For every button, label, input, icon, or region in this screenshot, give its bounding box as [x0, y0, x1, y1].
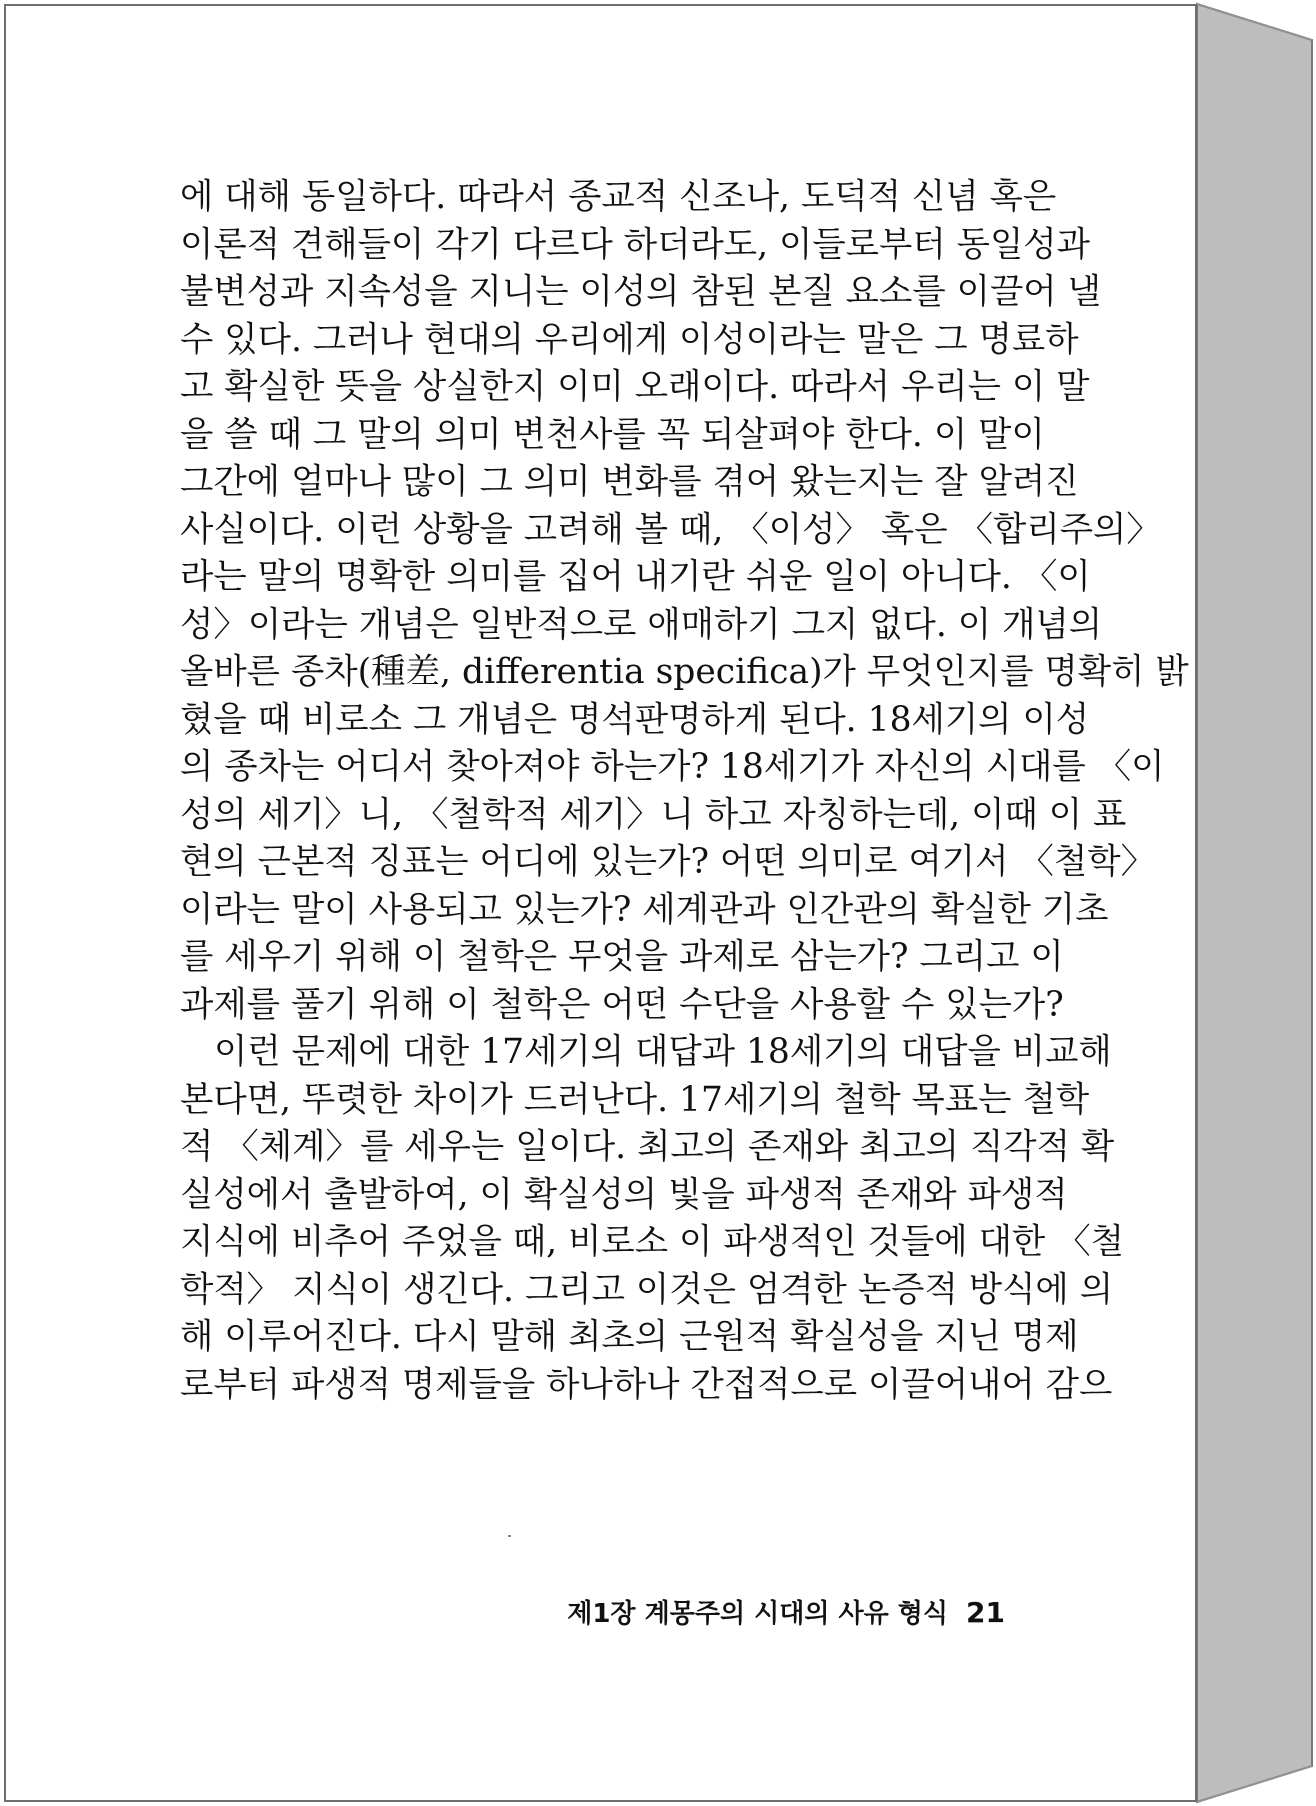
chapter-title: 제1장 계몽주의 시대의 사유 형식	[567, 1599, 949, 1629]
paragraph-start-line: 이런 문제에 대한 17세기의 대답과 18세기의 대답을 비교해	[214, 1032, 1112, 1072]
text-line: 사실이다. 이런 상황을 고려해 볼 때, 〈이성〉 혹은 〈합리주의〉	[180, 509, 1161, 550]
text-line: 에 대해 동일하다. 따라서 종교적 신조나, 도덕적 신념 혹은	[180, 177, 1057, 217]
paragraph-end-line: 과제를 풀기 위해 이 철학은 어떤 수단을 사용할 수 있는가?	[180, 984, 1064, 1025]
text-line: 성〉이라는 개념은 일반적으로 애매하기 그지 없다. 이 개념의	[180, 604, 1103, 645]
text-line: 수 있다. 그러나 현대의 우리에게 이성이라는 말은 그 명료하	[180, 319, 1079, 360]
text-line: 성의 세기〉니, 〈철학적 세기〉니 하고 자칭하는데, 이때 이 표	[180, 794, 1127, 835]
text-line: 을 쓸 때 그 말의 의미 변천사를 꼭 되살펴야 한다. 이 말이	[180, 414, 1045, 455]
text-line: 해 이루어진다. 다시 말해 최초의 근원적 확실성을 지닌 명제	[180, 1317, 1079, 1357]
text-line: 학적〉 지식이 생긴다. 그리고 이것은 엄격한 논증적 방식에 의	[180, 1269, 1114, 1310]
text-line: 현의 근본적 징표는 어디에 있는가? 어떤 의미로 여기서 〈철학〉	[180, 842, 1156, 882]
text-line: 이라는 말이 사용되고 있는가? 세계관과 인간관의 확실한 기초	[180, 889, 1109, 930]
text-line: 불변성과 지속성을 지니는 이성의 참된 본질 요소를 이끌어 낼	[180, 272, 1101, 312]
text-line: 고 확실한 뜻을 상실한지 이미 오래이다. 따라서 우리는 이 말	[180, 367, 1090, 407]
text-line: 본다면, 뚜렷한 차이가 드러난다. 17세기의 철학 목표는 철학	[180, 1079, 1090, 1120]
text-line: 이론적 견해들이 각기 다르다 하더라도, 이들로부터 동일성과	[180, 224, 1090, 265]
running-footer	[400, 1593, 1005, 1630]
text-line: 라는 말의 명확한 의미를 집어 내기란 쉬운 일이 아니다. 〈이	[180, 557, 1091, 597]
page-body-text	[180, 174, 1189, 1409]
text-line: 를 세우기 위해 이 철학은 무엇을 과제로 삼는가? 그리고 이	[180, 937, 1064, 977]
text-line: 혔을 때 비로소 그 개념은 명석판명하게 된다. 18세기의 이성	[180, 699, 1090, 740]
text-line: 실성에서 출발하여, 이 확실성의 빛을 파생적 존재와 파생적	[180, 1174, 1068, 1215]
text-line: 의 종차는 어디서 찾아져야 하는가? 18세기가 자신의 시대를 〈이	[180, 747, 1165, 787]
text-line: 그간에 얼마나 많이 그 의미 변화를 겪어 왔는지는 잘 알려진	[180, 462, 1079, 502]
text-line: 적 〈체계〉를 세우는 일이다. 최고의 존재와 최고의 직각적 확	[180, 1127, 1115, 1167]
print-speck	[508, 1535, 511, 1537]
page-number: 21	[966, 1596, 1005, 1629]
text-line: 지식에 비추어 주었을 때, 비로소 이 파생적인 것들에 대한 〈철	[180, 1222, 1125, 1262]
text-line: 올바른 종차(種差, differentia specifica)가 무엇인지를 명확히 밝	[180, 652, 1189, 692]
text-line: 로부터 파생적 명제들을 하나하나 간접적으로 이끌어내어 감으	[180, 1364, 1113, 1405]
